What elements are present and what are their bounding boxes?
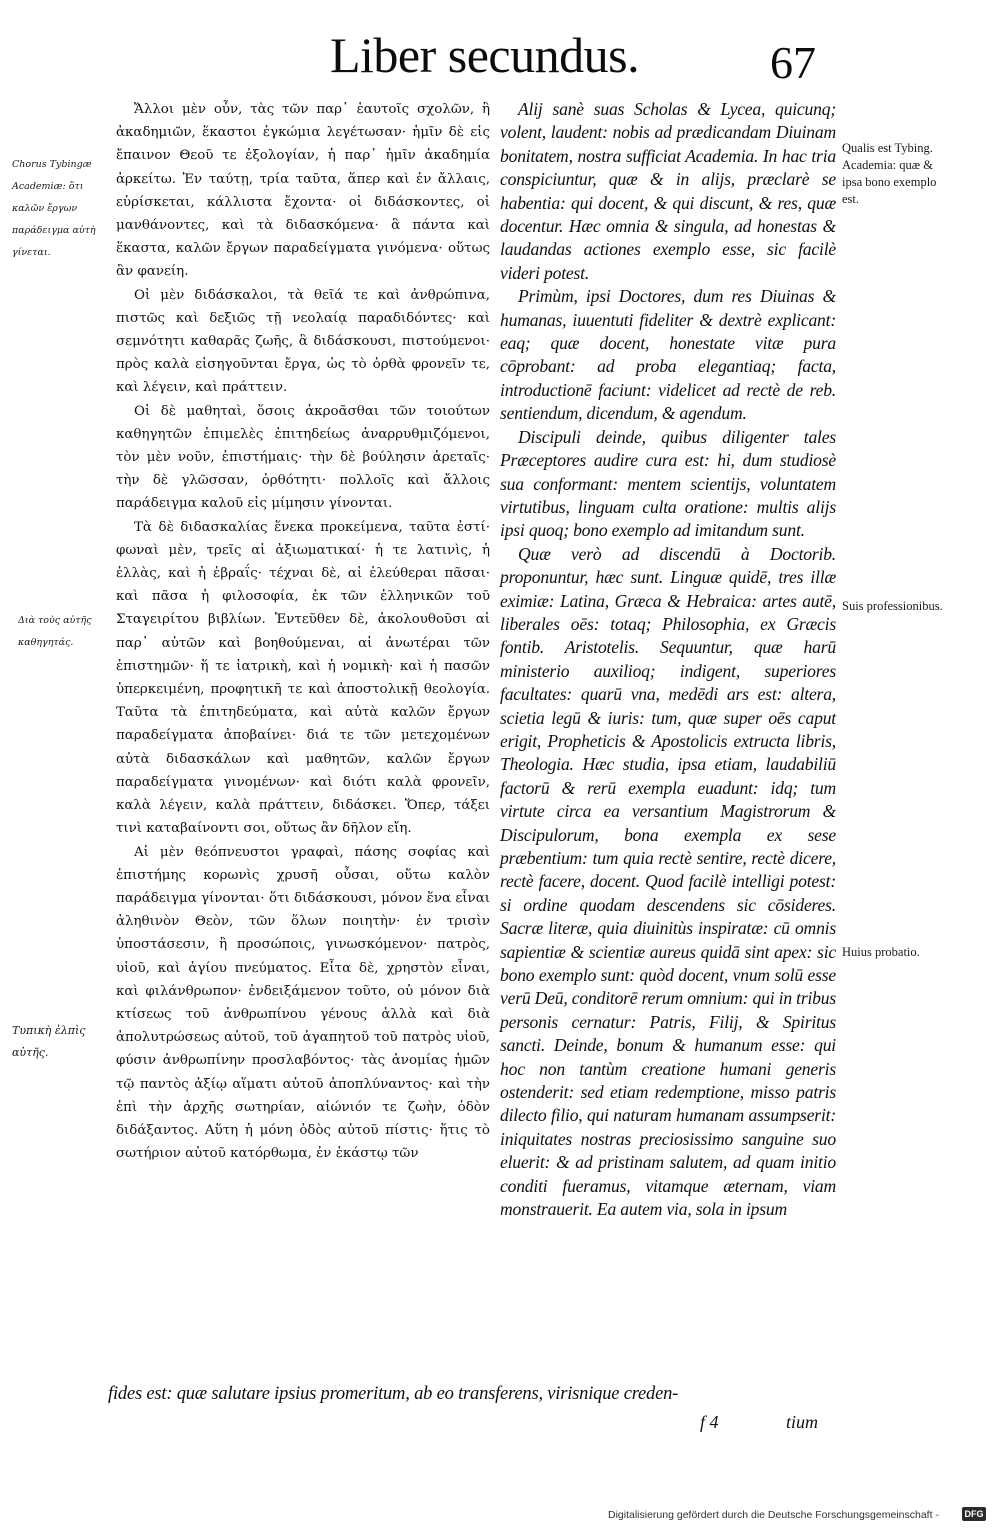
margin-note-left: Τυπικὴ ἐλπὶς αὐτῆς. — [12, 1024, 86, 1059]
greek-paragraph: Τὰ δὲ διδασκαλίας ἕνεκα προκείμενα, ταῦτα ἐστί· φωναὶ μὲν, τρεῖς αἱ ἀξιωματικαί· ἡ τε λατινὶς, ἡ ἑλλὰς, καὶ ἡ ἑβραΐς· τέχναι δὲ, αἱ ἐλεύθεραι πᾶσαι· καὶ πᾶσα ἡ φιλοσοφία, ἐκ τῶν ἑλληνικῶν τοῦ Σταγειρίτου βιβλίων. Ἐντεῦθεν δὲ, ἀκολουθοῦσι αἱ παρ᾽ αὐτῶν καὶ βοηθούμεναι, αἱ ἀνωτέραι τῶν ἐπιστημῶν· ἥ τε ἰατρικὴ, καὶ ἡ νομικὴ· καὶ ἡ πασῶν ὑπερκειμένη, προφητικῆ τε καὶ ἀποστολικῇ θεολογία. Ταῦτα τὰ ἐπιτηδεύματα, καὶ αὐτὰ καλῶν ἔργων παραδείγματα ἀποβαίνει· διά τε τῶν μετεχομένων αὐτὰ διδασκάλων καὶ μαθητῶν, καλῶν ἔργων παραδείγματα γινομένων· καὶ διότι καλὰ φρονεῖν, καλὰ λέγειν, καλὰ πράττειν, διδάσκει. Ὅπερ, τάξει τινὶ καταβαίνοντι σοι, οὕτως ἂν δῆλον εἴη. — [116, 519, 490, 837]
running-title: Liber secundus. — [330, 27, 640, 83]
signature-line — [700, 1410, 880, 1434]
digitization-credit: Digitalisierung gefördert durch die Deutsche Forschungsgemeinschaft - — [608, 1509, 939, 1521]
greek-paragraph: Οἱ δὲ μαθηταὶ, ὅσοις ἀκροᾶσθαι τῶν τοιούτων καθηγητῶν ἐπιμελὲς ἐπιτηδείως ἀναρρυθμιζόμενοι, τὸν μὲν νοῦν, ἐπιστήμαις· τὴν δὲ βούλησιν ἀρεταῖς· τὴν δὲ γλῶσσαν, ὀρθότητι· πολλοῖς καὶ ἄλλοις παράδειγμα καλοῦ εἰς μίμησιν γίνονται. — [116, 403, 490, 512]
margin-note-left: Διὰ τοὺς αὐτῆς καθηγητάς. — [18, 615, 92, 648]
latin-paragraph: Discipuli deinde, quibus diligenter tales Præceptores audire cura est: hi, dum studiosè sua conformant: mentem scientijs, voluntatem virtutibus, linguam culta oratione: multis alijs ipsi quoq; bono exemplo ad imitandum sunt. — [500, 426, 836, 541]
greek-paragraph: Ἄλλοι μὲν οὖν, τὰς τῶν παρ᾽ ἑαυτοῖς σχολῶν, ἢ ἀκαδημιῶν, ἕκαστοι ἐγκώμια λεγέτωσαν· ἡμῖν δὲ εἰς ἔπαινον Θεοῦ τε ἐξολογίαν, ἡ παρ᾽ ἡμῖν ἀκαδημία ἀρκείτω. Ἐν ταύτῃ, τρία ταῦτα, ἅπερ καὶ ἐν ἄλλαις, εὑρίσκεται, κάλλιστα ἔχοντα· οἱ διδάσκοντες, οἱ μανθάνοντες, καὶ τὰ διδασκόμενα· ἃ πάντα καὶ ἕκαστα, καλῶν ἔργων παραδείγματα γινόμενα· οὕτως ἂν φανείη. — [116, 102, 490, 280]
greek-paragraph: Αἱ μὲν θεόπνευστοι γραφαὶ, πάσης σοφίας καὶ ἐπιστήμης κορωνὶς χρυσῆ οὖσαι, οὕτω καλὸν παράδειγμα γίνονται· ὅτι διδάσκουσι, μόνον ἕνα εἶναι ἀληθινὸν Θεὸν, τῶν ὅλων ποιητὴν· ἐν τρισὶν ὑποστάσεσιν, ἢ προσώποις, γινωσκόμενον· πατρὸς, υἱοῦ, καὶ ἁγίου πνεύματος. Εἶτα δὲ, χρηστὸν εἶναι, καὶ φιλάνθρωπον· ἐνδειξάμενον τοῦτο, οὐ μόνον διὰ κτίσεως τοῦ ἀνθρωπίνου γένους ἀλλὰ καὶ διὰ ἀπολυτρώσεως αὐτοῦ, τοῦ ἀγαπητοῦ τοῦ πατρὸς υἱοῦ, φύσιν ἀνθρωπίνην προσλαβόντος· τὰς ἀνομίας ἡμῶν τῷ παντὸς ἀξίῳ αἵματι αὐτοῦ ἀποπλύναντος· καὶ τὴν ἐπὶ τὴν ἀρχῆς σωτηρίαν, αἰώνιόν τε ζωὴν, ὁδὸν διδάξαντος. Αὕτη ἡ μόνη ὁδὸς αὐτοῦ πίστις· ἥτις τὸ σωτήριον αὐτοῦ κατόρθωμα, ἐν ἑκάστῳ τῶν — [116, 844, 490, 1162]
page-number: 67 — [770, 37, 816, 88]
dfg-logo: DFG — [962, 1507, 986, 1521]
signature-mark: f 4 — [700, 1412, 719, 1432]
margin-note-right: Huius probatio. — [842, 945, 920, 959]
latin-column — [500, 98, 836, 1222]
latin-paragraph: Quæ verò ad discendū à Doctorib. proponuntur, hæc sunt. Linguæ quidē, tres illæ eximiæ: Latina, Græca & Hebraica: artes autē, liberales oēs: totaq; Philosophia, ex Græcis fontib. Aristotelis. Sequuntur, quæ harū ministerio auxilioq; indigent, superiores facultates: quarū vna, medēdi ars est: altera, scietia legū & iuris: tum, quæ super oēs caput erigit, Propheticis & Apostolicis extructa libris, Theologia. Hæc studia, ipsa etiam, laudabiliū factorū & rerū exempla euadunt: idq; tum virtute circa ea versantium Magistrorum & Discipulorum, bona exempla ex sese præbentium: tum quia rectè sentire, rectè dicere, rectè facere, docent. Quod facilè intelligi potest: si ordine quodam descendens sic cōsideres. Sacræ literæ, quia diuinitùs inspiratæ: cū omnis sapientiæ & scientiæ aureus quidā sint apex: sic bono exemplo sunt: quòd docent, vnum solū esse verū Deū, conditorē rerum omnium: qui in tribus personis cernatur: Patris, Filij, & Spiritus sancti. Deinde, bonum & humanum esse: qui hoc non tantùm creatione humani generis ostenderit: sed etiam redemptione, misso patris dilecto filio, qui naturam humanam assumpserit: iniquitates nostras preciosissimo sanguine suo eluerit: & ad pristinam salutem, ad quam initio conditi fueramus, vitamque æternam, viam monstrauerit. Ea autem via, sola in ipsum — [500, 543, 836, 1220]
catchword: tium — [786, 1412, 819, 1432]
latin-paragraph: Alij sanè suas Scholas & Lycea, quicunq; volent, laudent: nobis ad prædicandam Diuinam bonitatem, nostra sufficiat Academia. In hac tria conspiciuntur, quæ & in alijs, præclarè se habentia: qui docent, & qui discunt, & res, quæ docentur. Hæc omnia & singula, ad honestas & laudandas actiones exemplo esse, sic facilè videri potest. — [500, 99, 836, 283]
greek-paragraph: Οἱ μὲν διδάσκαλοι, τὰ θεῖά τε καὶ ἀνθρώπινα, πιστῶς καὶ δεξιῶς τῇ νεολαίᾳ παραδιδόντες· καὶ σεμνότητι καθαρᾶς ζωῆς, ἃ διδάσκουσι, πιστούμενοι· πρὸς καλὰ εἰσηγοῦνται ἔργα, ὡς τὸ ὀρθὰ φρονεῖν τε, καὶ λέγειν, καὶ πράττειν. — [116, 287, 490, 396]
margin-note-right: Suis professionibus. — [842, 599, 943, 613]
latin-paragraph: Primùm, ipsi Doctores, dum res Diuinas & humanas, iuuentuti fideliter & dextrè explicant: eaq; quæ docent, honestate vitæ pura cōprobant: ad proba elegantiaq; facta, introductionē faciunt: videlicet ad rectè de reb. sentiendum, dicendum, & agendum. — [500, 286, 836, 424]
margin-note-left: Chorus Tybingæ Academiæ: ὅτι καλῶν ἔργων παράδειγμα αὐτὴ γίνεται. — [12, 159, 96, 258]
closing-line: fides est: quæ salutare ipsius promeritum, ab eo transferens, virisnique creden- — [108, 1384, 679, 1404]
margin-note-right: Qualis est Tybing. Academia: quæ & ipsa bono exemplo est. — [842, 141, 937, 206]
greek-column — [116, 98, 490, 1165]
